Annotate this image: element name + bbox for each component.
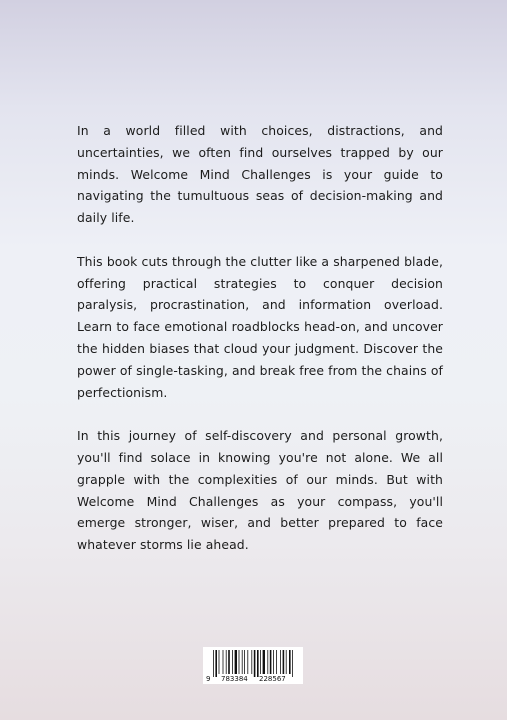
barcode-bar: [228, 650, 230, 674]
blurb-paragraph-1: In a world filled with choices, distractions, and uncertainties, we often find ourselves trapped by our minds. Welcome Mind Challenges is your guide to navigating the tumultuous seas of decision-making and daily life.: [77, 123, 443, 226]
barcode-bar: [226, 650, 227, 674]
barcode-bar: [219, 650, 220, 674]
barcode-graphic: [203, 647, 303, 684]
barcode-bar: [273, 650, 274, 674]
blurb-paragraph-3: In this journey of self-discovery and personal growth, you'll find solace in knowing you're not alone. We all grapple with the complexities of our minds. But with Welcome Mind Challenges as your compass, you'll emerge stronger, wiser, and better prepared to face whatever storms lie ahead.: [77, 428, 443, 553]
barcode-bar: [213, 650, 214, 677]
barcode-bars: [213, 650, 293, 677]
barcode-bar: [267, 650, 268, 674]
blurb-paragraph-2: This book cuts through the clutter like a sharpened blade, offering practical strategies to conquer decision paralysis, procrastination, and information overload. Learn to face emotional roadblocks head-on, and uncover the hidden biases that cloud your judgment. Discover the power of single-tasking, and break free from the chains of perfectionism.: [77, 253, 443, 400]
barcode-bar: [239, 650, 240, 674]
isbn-barcode: [203, 647, 303, 684]
barcode-bar: [286, 650, 287, 674]
barcode-bar: [292, 650, 293, 677]
barcode-bar: [283, 650, 285, 674]
barcode-bar: [260, 650, 261, 674]
barcode-bar: [270, 650, 272, 674]
barcode-bar: [251, 650, 252, 674]
barcode-bar: [254, 650, 256, 677]
barcode-bar: [247, 650, 248, 674]
barcode-bar: [232, 650, 233, 674]
barcode-bar: [244, 650, 245, 674]
barcode-first-digit: 9: [206, 675, 211, 683]
back-cover-blurb: [77, 120, 443, 578]
barcode-bar: [215, 650, 217, 677]
barcode-bar: [235, 650, 237, 674]
barcode-bar: [263, 650, 265, 674]
barcode-bar: [276, 650, 277, 674]
barcode-bar: [289, 650, 291, 674]
barcode-bar: [280, 650, 281, 674]
barcode-bar: [257, 650, 259, 677]
barcode-bar: [242, 650, 243, 674]
barcode-bar: [223, 650, 224, 674]
barcode-left-digits: 783384: [221, 675, 248, 683]
barcode-right-digits: 228567: [259, 675, 286, 683]
